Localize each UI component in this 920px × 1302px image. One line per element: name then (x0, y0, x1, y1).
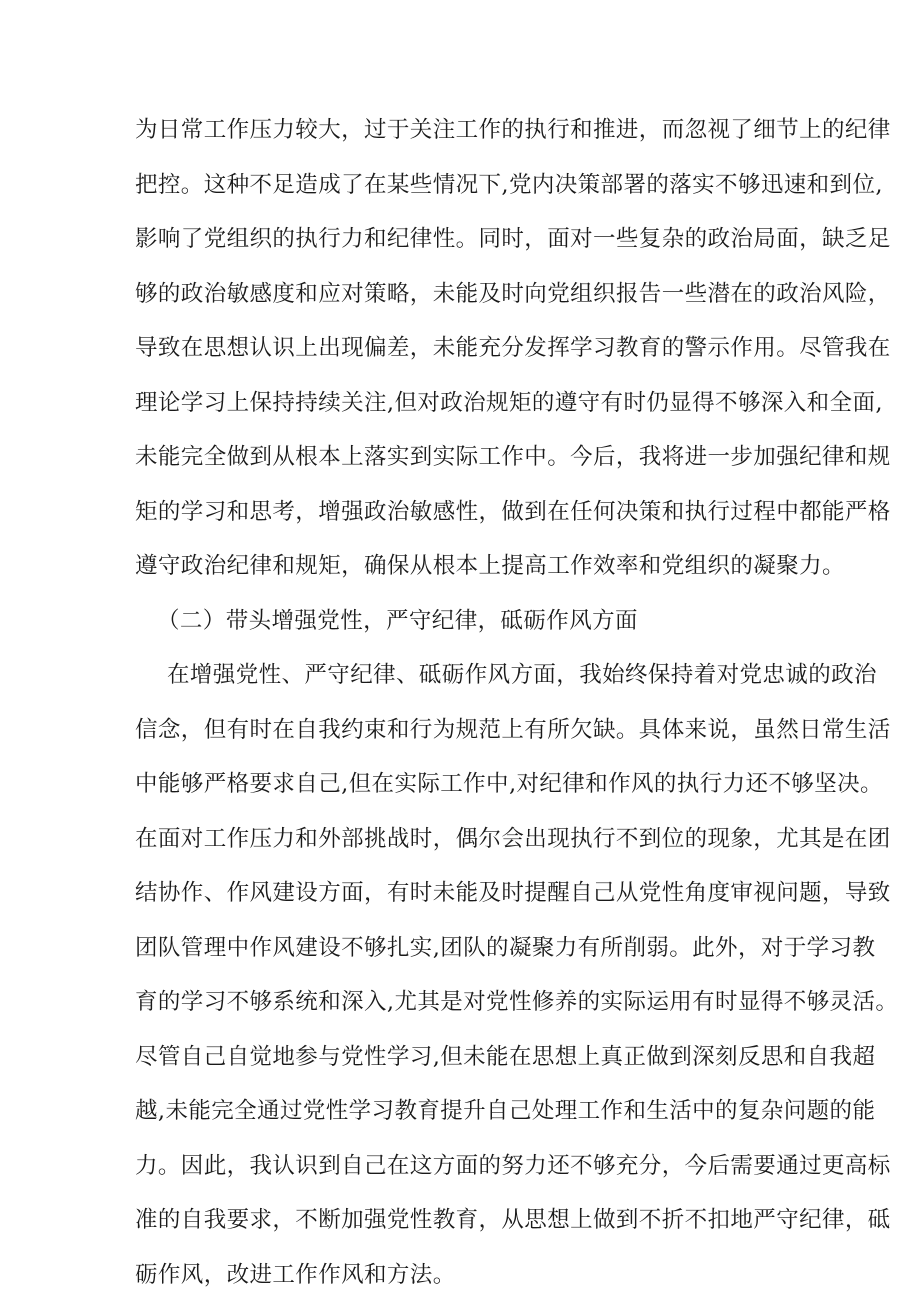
document-body (135, 103, 795, 1302)
paragraph-1-line-5: 导致在思想认识上出现偏差，未能充分发挥学习教育的警示作用。尽管我在 (135, 321, 795, 376)
paragraph-1-line-2: 把控。这种不足造成了在某些情况下,党内决策部署的落实不够迅速和到位, (135, 158, 795, 213)
paragraph-2-line-6: 团队管理中作风建设不够扎实,团队的凝聚力有所削弱。此外，对于学习教 (135, 921, 795, 976)
paragraph-1-line-7: 未能完全做到从根本上落实到实际工作中。今后，我将进一步加强纪律和规 (135, 430, 795, 485)
paragraph-2-line-5: 结协作、作风建设方面，有时未能及时提醒自己从党性角度审视问题，导致 (135, 866, 795, 921)
paragraph-1-line-1: 为日常工作压力较大，过于关注工作的执行和推进，而忽视了细节上的纪律 (135, 103, 795, 158)
paragraph-1-line-6: 理论学习上保持持续关注,但对政治规矩的遵守有时仍显得不够深入和全面, (135, 376, 795, 431)
section-heading: （二）带头增强党性，严守纪律，砥砺作风方面 (135, 594, 795, 649)
paragraph-2-line-10: 力。因此，我认识到自己在这方面的努力还不够充分，今后需要通过更高标 (135, 1139, 795, 1194)
paragraph-2-line-2: 信念，但有时在自我约束和行为规范上有所欠缺。具体来说，虽然日常生活 (135, 703, 795, 758)
paragraph-1-line-4: 够的政治敏感度和应对策略，未能及时向党组织报告一些潜在的政治风险， (135, 267, 795, 322)
paragraph-1-line-9: 遵守政治纪律和规矩，确保从根本上提高工作效率和党组织的凝聚力。 (135, 539, 795, 594)
paragraph-2-line-1: 在增强党性、严守纪律、砥砺作风方面，我始终保持着对党忠诚的政治 (135, 648, 795, 703)
paragraph-2-line-8: 尽管自己自觉地参与党性学习,但未能在思想上真正做到深刻反思和自我超 (135, 1030, 795, 1085)
paragraph-2-line-12: 砺作风，改进工作作风和方法。 (135, 1248, 795, 1302)
paragraph-2-line-9: 越,未能完全通过党性学习教育提升自己处理工作和生活中的复杂问题的能 (135, 1084, 795, 1139)
paragraph-2-line-3: 中能够严格要求自己,但在实际工作中,对纪律和作风的执行力还不够坚决。 (135, 757, 795, 812)
paragraph-2-line-11: 准的自我要求，不断加强党性教育，从思想上做到不折不扣地严守纪律，砥 (135, 1193, 795, 1248)
paragraph-1-line-3: 影响了党组织的执行力和纪律性。同时，面对一些复杂的政治局面，缺乏足 (135, 212, 795, 267)
paragraph-1-line-8: 矩的学习和思考，增强政治敏感性，做到在任何决策和执行过程中都能严格 (135, 485, 795, 540)
paragraph-2-line-7: 育的学习不够系统和深入,尤其是对党性修养的实际运用有时显得不够灵活。 (135, 975, 795, 1030)
paragraph-2-line-4: 在面对工作压力和外部挑战时，偶尔会出现执行不到位的现象，尤其是在团 (135, 812, 795, 867)
